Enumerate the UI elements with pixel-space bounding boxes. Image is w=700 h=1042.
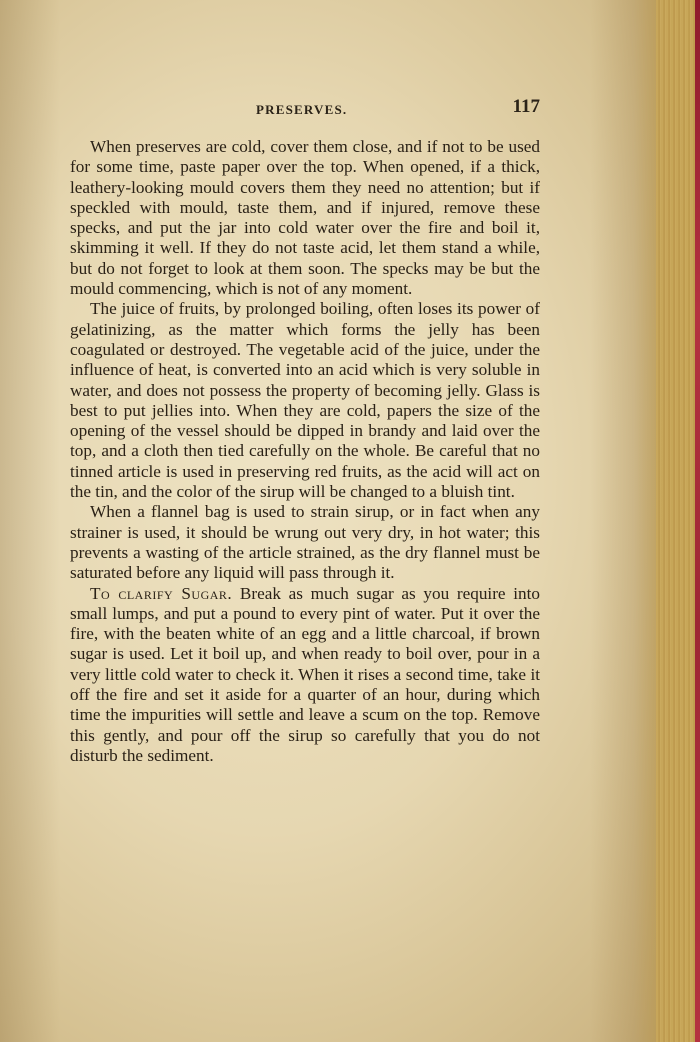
paragraph-text: Break as much sugar as you require into small lumps, and put a pound to every pint of water. Put it over the fire, with the beaten white of an egg and a little charcoal, if brown sugar is used. Let it boil up, and when ready to boil over, pour in a very little cold water to check it. When it rises a second time, take it off the fire and set it aside for a quarter of an hour, during which time the impurities will settle and leave a scum on the top. Remove this gently, and pour off the sirup so carefully that you do not disturb the sediment. (70, 583, 540, 765)
gutter-shadow (0, 0, 60, 1042)
paragraph-text: The juice of fruits, by prolonged boiling, often loses its power of gelatinizing, as the matter which forms the jelly has been coagulated or destroyed. The vegetable acid of the juice, under the influence of heat, is converted into an acid which is very soluble in water, and does not possess the property of becoming jelly. Glass is best to put jellies into. When they are cold, papers the size of the opening of the vessel should be dipped in brandy and laid over the top, and a cloth then tied carefully on the whole. Be careful that no tinned article is used in preserving red fruits, as the acid will act on the tin, and the color of the sirup will be changed to a bluish tint. (70, 299, 540, 502)
section-heading: To clarify Sugar. (90, 583, 233, 603)
running-title: PRESERVES. (256, 102, 348, 117)
paragraph-text: When preserves are cold, cover them close, and if not to be used for some time, paste paper over the top. When opened, if a thick, leathery-looking mould covers them they need no attention; but if speckled with mould, taste them, and if injured, remove these specks, and put the jar into cold water over the fire and boil it, skimming it well. If they do not taste acid, let them stand a while, but do not forget to look at them soon. The specks may be but the mould commencing, which is not of any moment. (70, 137, 540, 299)
body-text (70, 137, 540, 766)
paragraph-text: When a flannel bag is used to strain sirup, or in fact when any strainer is used, it should be wrung out very dry, in hot water; this prevents a wasting of the article strained, as the dry flannel must be saturated before any liquid will pass through it. (70, 502, 540, 583)
paragraph (70, 584, 540, 767)
page-edges (656, 0, 700, 1042)
red-edge-stain (695, 0, 700, 1042)
paragraph (70, 299, 540, 502)
paragraph (70, 137, 540, 299)
page-number: 117 (512, 96, 540, 117)
running-header (72, 96, 540, 126)
paragraph (70, 502, 540, 583)
